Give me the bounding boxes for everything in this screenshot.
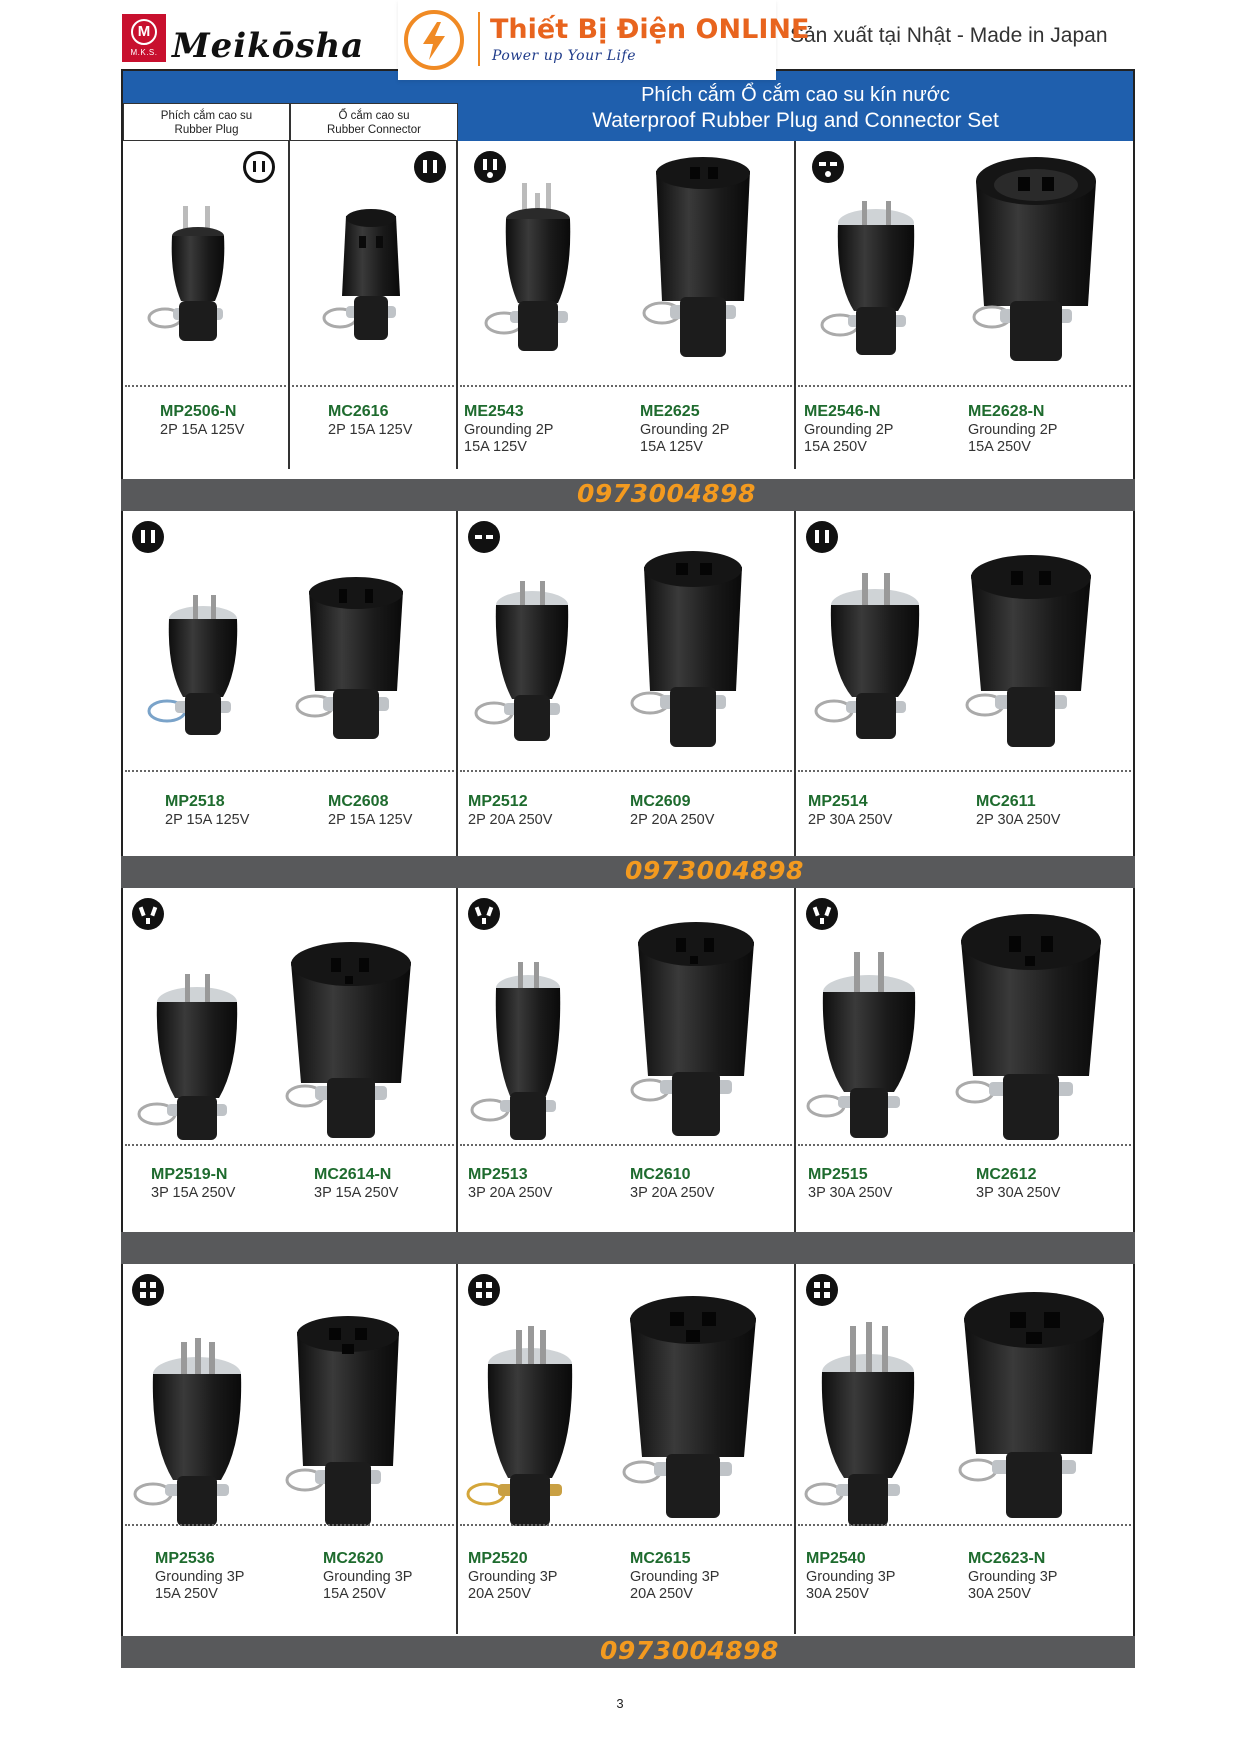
product-spec-line: 2P 15A 125V [328, 812, 413, 828]
product-code: MC2612 [976, 1166, 1037, 1183]
product-spec-line: Grounding 3P [968, 1569, 1058, 1585]
rubber-connector-image [628, 541, 758, 761]
product-spec-line: Grounding 2P [640, 422, 730, 438]
product-code: MP2520 [468, 1550, 528, 1567]
title-english: Waterproof Rubber Plug and Connector Set [592, 109, 999, 132]
catalog-title [458, 71, 1133, 141]
product-spec-line: 15A 250V [323, 1586, 386, 1602]
column-label-plug-en: Rubber Plug [174, 124, 239, 136]
rubber-plug-image [802, 1322, 932, 1537]
product-spec-line: 3P 20A 250V [630, 1185, 715, 1201]
product-spec-line: Grounding 3P [468, 1569, 558, 1585]
product-spec-line: 2P 30A 250V [976, 812, 1061, 828]
product-spec-line: Grounding 3P [323, 1569, 413, 1585]
rubber-connector-image [316, 206, 426, 361]
rubber-connector-image [618, 1282, 768, 1532]
rubber-plug-image [141, 589, 261, 749]
outlet-2p-ground-icon [474, 151, 506, 183]
product-spec-line: 15A 250V [804, 439, 867, 455]
product-cell [290, 141, 458, 469]
product-spec-line: 30A 250V [968, 1586, 1031, 1602]
rubber-plug-image [135, 968, 255, 1153]
column-label-connector-vi: Ổ cắm cao su [338, 110, 410, 122]
product-cell [796, 141, 1133, 469]
product-row-2 [123, 511, 1133, 860]
outlet-2p-icon [132, 521, 164, 553]
mks-logo-text: M.K.S. [130, 48, 158, 57]
column-label-plug [123, 103, 290, 141]
product-code: MC2615 [630, 1550, 691, 1567]
product-cell [123, 511, 458, 860]
outlet-3p-ground-30a-icon [806, 1274, 838, 1306]
outlet-2p-icon [243, 151, 275, 183]
product-spec-line: 20A 250V [468, 1586, 531, 1602]
divider-dotted [798, 1524, 1131, 1526]
product-spec-line: Grounding 2P [464, 422, 554, 438]
separator-band [121, 1232, 1135, 1264]
rubber-connector-image [966, 141, 1106, 376]
divider-dotted [125, 1144, 454, 1146]
product-spec-line: Grounding 3P [155, 1569, 245, 1585]
phone-number[interactable]: 0973004898 [600, 1636, 779, 1665]
product-cell [458, 888, 796, 1234]
product-code: MP2540 [806, 1550, 866, 1567]
product-spec-line: 2P 20A 250V [630, 812, 715, 828]
product-code: MC2610 [630, 1166, 691, 1183]
product-code: MC2616 [328, 403, 389, 420]
product-code: MP2513 [468, 1166, 528, 1183]
store-logo-divider [478, 12, 480, 66]
rubber-connector-image [626, 906, 766, 1151]
divider-dotted [125, 1524, 454, 1526]
brand-name: Meikōsha [172, 26, 365, 66]
product-spec-line: 2P 15A 125V [328, 422, 413, 438]
product-cell [796, 1264, 1133, 1634]
product-code: MP2515 [808, 1166, 868, 1183]
rubber-plug-image [472, 575, 592, 755]
product-code: MC2623-N [968, 1550, 1046, 1567]
product-spec-line: 2P 20A 250V [468, 812, 553, 828]
page-header [0, 0, 1240, 72]
product-spec-line: 15A 125V [464, 439, 527, 455]
product-spec-line: 2P 15A 125V [165, 812, 250, 828]
rubber-plug-image [816, 193, 936, 368]
product-spec-line: 3P 30A 250V [808, 1185, 893, 1201]
product-spec-line: 3P 15A 250V [314, 1185, 399, 1201]
rubber-plug-image [131, 1334, 261, 1539]
product-spec-line: Grounding 2P [804, 422, 894, 438]
product-cell [123, 888, 458, 1234]
outlet-2p-30a-icon [806, 521, 838, 553]
product-cell [458, 141, 796, 469]
phone-number[interactable]: 0973004898 [625, 856, 804, 885]
made-in-label: Sản xuất tại Nhật - Made in Japan [790, 24, 1108, 47]
divider-dotted [798, 1144, 1131, 1146]
product-cell [123, 1264, 458, 1634]
divider-dotted [798, 770, 1131, 772]
product-code: MC2620 [323, 1550, 384, 1567]
product-code: MC2614-N [314, 1166, 392, 1183]
store-slogan: Power up Your Life [492, 48, 636, 64]
rubber-connector-image [283, 1306, 413, 1541]
product-spec-line: 3P 30A 250V [976, 1185, 1061, 1201]
lightning-bolt-icon [404, 10, 464, 70]
product-spec-line: Grounding 3P [806, 1569, 896, 1585]
store-title: Thiết Bị Điện ONLINE [490, 14, 810, 45]
product-cell [458, 1264, 796, 1634]
rubber-connector-image [961, 541, 1101, 761]
rubber-connector-image [951, 896, 1111, 1156]
divider-dotted [460, 1144, 792, 1146]
product-spec-line: 2P 15A 125V [160, 422, 245, 438]
rubber-connector-image [954, 1274, 1114, 1534]
rubber-plug-image [810, 569, 940, 754]
outlet-3p-ground-20a-icon [468, 1274, 500, 1306]
page-number: 3 [616, 1696, 624, 1711]
divider-dotted [125, 385, 286, 387]
product-code: MP2512 [468, 793, 528, 810]
product-code: MC2609 [630, 793, 691, 810]
store-logo-box [398, 0, 810, 80]
rubber-plug-image [464, 1324, 594, 1539]
product-cell [123, 141, 290, 469]
product-spec-line: 15A 250V [155, 1586, 218, 1602]
product-spec-line: 2P 30A 250V [808, 812, 893, 828]
mks-logo [122, 14, 166, 62]
divider-dotted [798, 385, 1131, 387]
product-spec-line: Grounding 3P [630, 1569, 720, 1585]
outlet-3p-icon [132, 898, 164, 930]
outlet-2p-250v-icon [468, 521, 500, 553]
rubber-connector-image [291, 571, 421, 756]
divider-dotted [292, 385, 454, 387]
rubber-plug-image [804, 948, 934, 1153]
product-cell [458, 511, 796, 860]
product-spec-line: 3P 15A 250V [151, 1185, 236, 1201]
divider-dotted [460, 770, 792, 772]
product-spec-line: 30A 250V [806, 1586, 869, 1602]
product-cell [796, 888, 1133, 1234]
product-spec-line: 3P 20A 250V [468, 1185, 553, 1201]
product-code: MC2611 [976, 793, 1036, 810]
column-label-connector [290, 103, 458, 141]
mks-logo-letter: M [131, 19, 157, 45]
product-spec-line: 15A 250V [968, 439, 1031, 455]
divider-dotted [460, 385, 792, 387]
rubber-plug-image [143, 206, 253, 361]
title-vietnamese: Phích cắm Ổ cắm cao su kín nước [641, 84, 950, 106]
outlet-3p-ground-icon [132, 1274, 164, 1306]
outlet-2p-ground-250v-icon [812, 151, 844, 183]
outlet-2p-icon [414, 151, 446, 183]
column-label-connector-en: Rubber Connector [327, 124, 421, 136]
product-row-3 [123, 888, 1133, 1234]
outlet-3p-20a-icon [468, 898, 500, 930]
product-spec-line: 15A 125V [640, 439, 703, 455]
divider-dotted [125, 770, 454, 772]
product-code: MP2506-N [160, 403, 237, 420]
rubber-plug-image [478, 183, 598, 368]
product-spec-line: 20A 250V [630, 1586, 693, 1602]
product-code: MP2536 [155, 1550, 215, 1567]
outlet-3p-30a-icon [806, 898, 838, 930]
product-cell [796, 511, 1133, 860]
product-row-1 [123, 141, 1133, 469]
product-code: ME2625 [640, 403, 700, 420]
rubber-connector-image [638, 151, 768, 371]
column-label-plug-vi: Phích cắm cao su [160, 110, 253, 122]
product-code: MP2514 [808, 793, 868, 810]
product-code: MP2518 [165, 793, 225, 810]
product-code: MC2608 [328, 793, 389, 810]
product-code: ME2543 [464, 403, 524, 420]
product-code: MP2519-N [151, 1166, 228, 1183]
phone-number[interactable]: 0973004898 [577, 479, 756, 508]
rubber-connector-image [281, 928, 421, 1153]
product-code: ME2546-N [804, 403, 881, 420]
divider-dotted [460, 1524, 792, 1526]
product-code: ME2628-N [968, 403, 1045, 420]
rubber-plug-image [468, 958, 588, 1153]
product-row-4 [123, 1264, 1133, 1634]
product-spec-line: Grounding 2P [968, 422, 1058, 438]
